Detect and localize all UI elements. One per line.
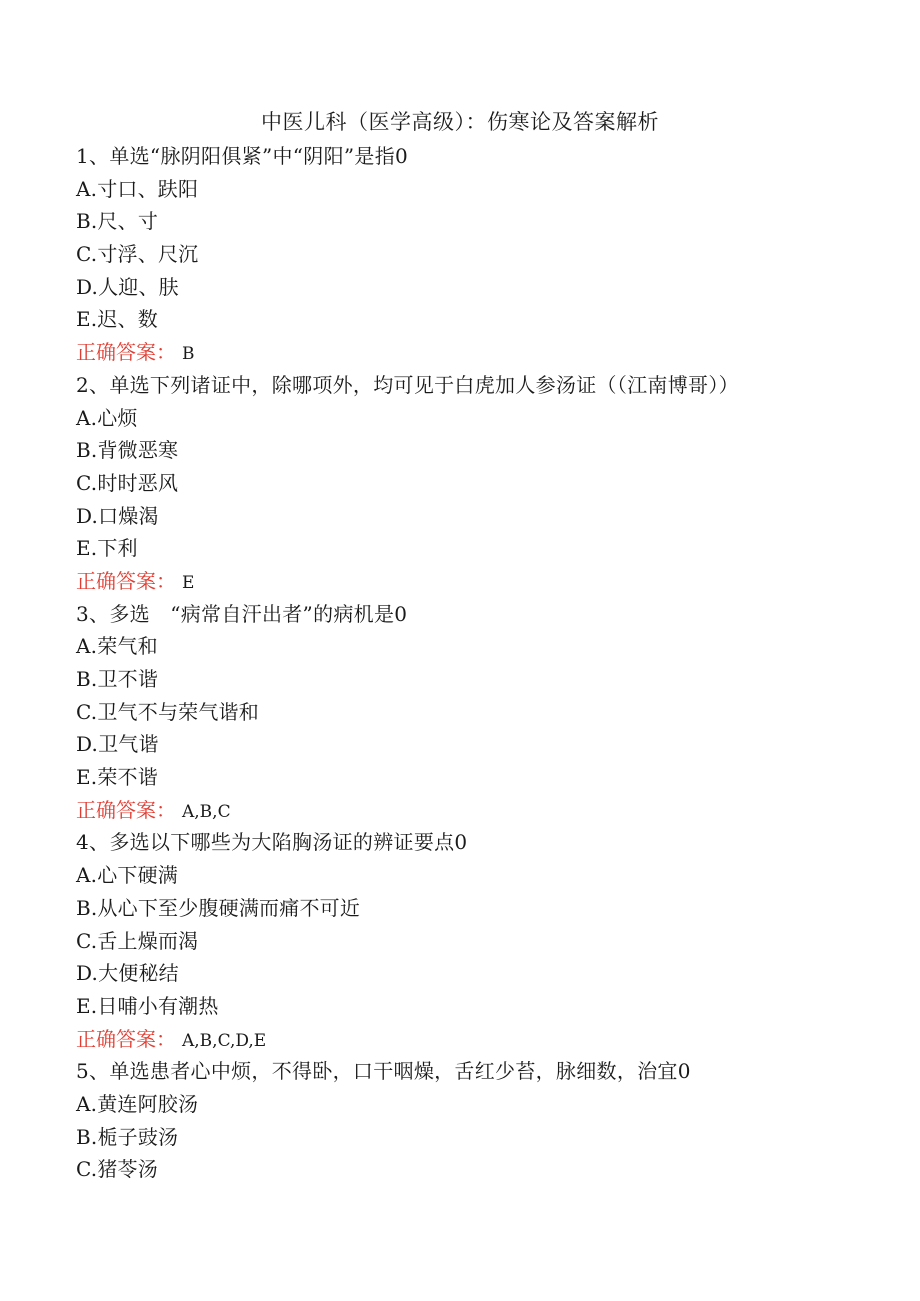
option-b: B.栀子豉汤 [76,1124,179,1149]
document-title: 中医儿科（医学高级）：伤寒论及答案解析 [261,110,659,134]
option-d: D.人迎、肤 [76,274,179,299]
option-c: C.卫气不与荣气谐和 [76,699,259,724]
answer-value: A,B,C [182,801,231,822]
option-b: B.从心下至少腹硬满而痛不可近 [76,895,361,920]
answer-label: 正确答案： [76,797,176,822]
option-e: E.荣不谐 [76,765,158,790]
option-b: B.卫不谐 [76,667,159,691]
option-c: C.舌上燥而渴 [76,928,199,953]
option-c: C.寸浮、尺沉 [76,242,199,267]
question-stem: 4、多选以下哪些为大陷胸汤证的辨证要点0 [76,830,468,855]
option-a: A.黄连阿胶汤 [76,1091,199,1116]
answer-value: B [182,344,195,365]
option-a: A.心烦 [76,405,138,430]
correct-answer [76,565,876,598]
question-list [76,140,876,1186]
question-stem: 5、单选患者心中烦，不得卧，口干咽燥，舌红少苔，脉细数，治宜0 [76,1059,691,1084]
question-stem: 1、单选“脉阴阳俱紧”中“阴阳”是指0 [76,144,409,168]
answer-value: A,B,C,D,E [182,1030,267,1051]
correct-answer [76,336,876,369]
option-e: E.日哺小有潮热 [76,993,219,1018]
option-c: C.时时恶风 [76,470,179,495]
answer-label: 正确答案： [76,568,176,593]
option-a: A.心下硬满 [76,863,179,888]
answer-label: 正确答案： [76,340,176,365]
answer-value: E [182,572,195,593]
option-d: D.大便秘结 [76,961,179,986]
option-a: A.寸口、趺阳 [76,176,199,201]
option-d: D.口燥渴 [76,503,159,528]
option-d: D.卫气谐 [76,732,159,757]
option-a: A.荣气和 [76,634,158,659]
question-stem: 3、多选 “病常自汗出者”的病机是0 [76,601,408,626]
option-e: E.迟、数 [76,307,158,332]
question-stem: 2、单选下列诸证中，除哪项外，均可见于白虎加人参汤证（（江南博哥）） [76,372,739,397]
answer-label: 正确答案： [76,1026,176,1051]
correct-answer [76,1023,876,1056]
option-b: B.背微恶寒 [76,438,179,463]
correct-answer [76,794,876,827]
option-e: E.下利 [76,536,138,561]
option-b: B.尺、寸 [76,209,159,234]
option-c: C.猪苓汤 [76,1157,158,1182]
